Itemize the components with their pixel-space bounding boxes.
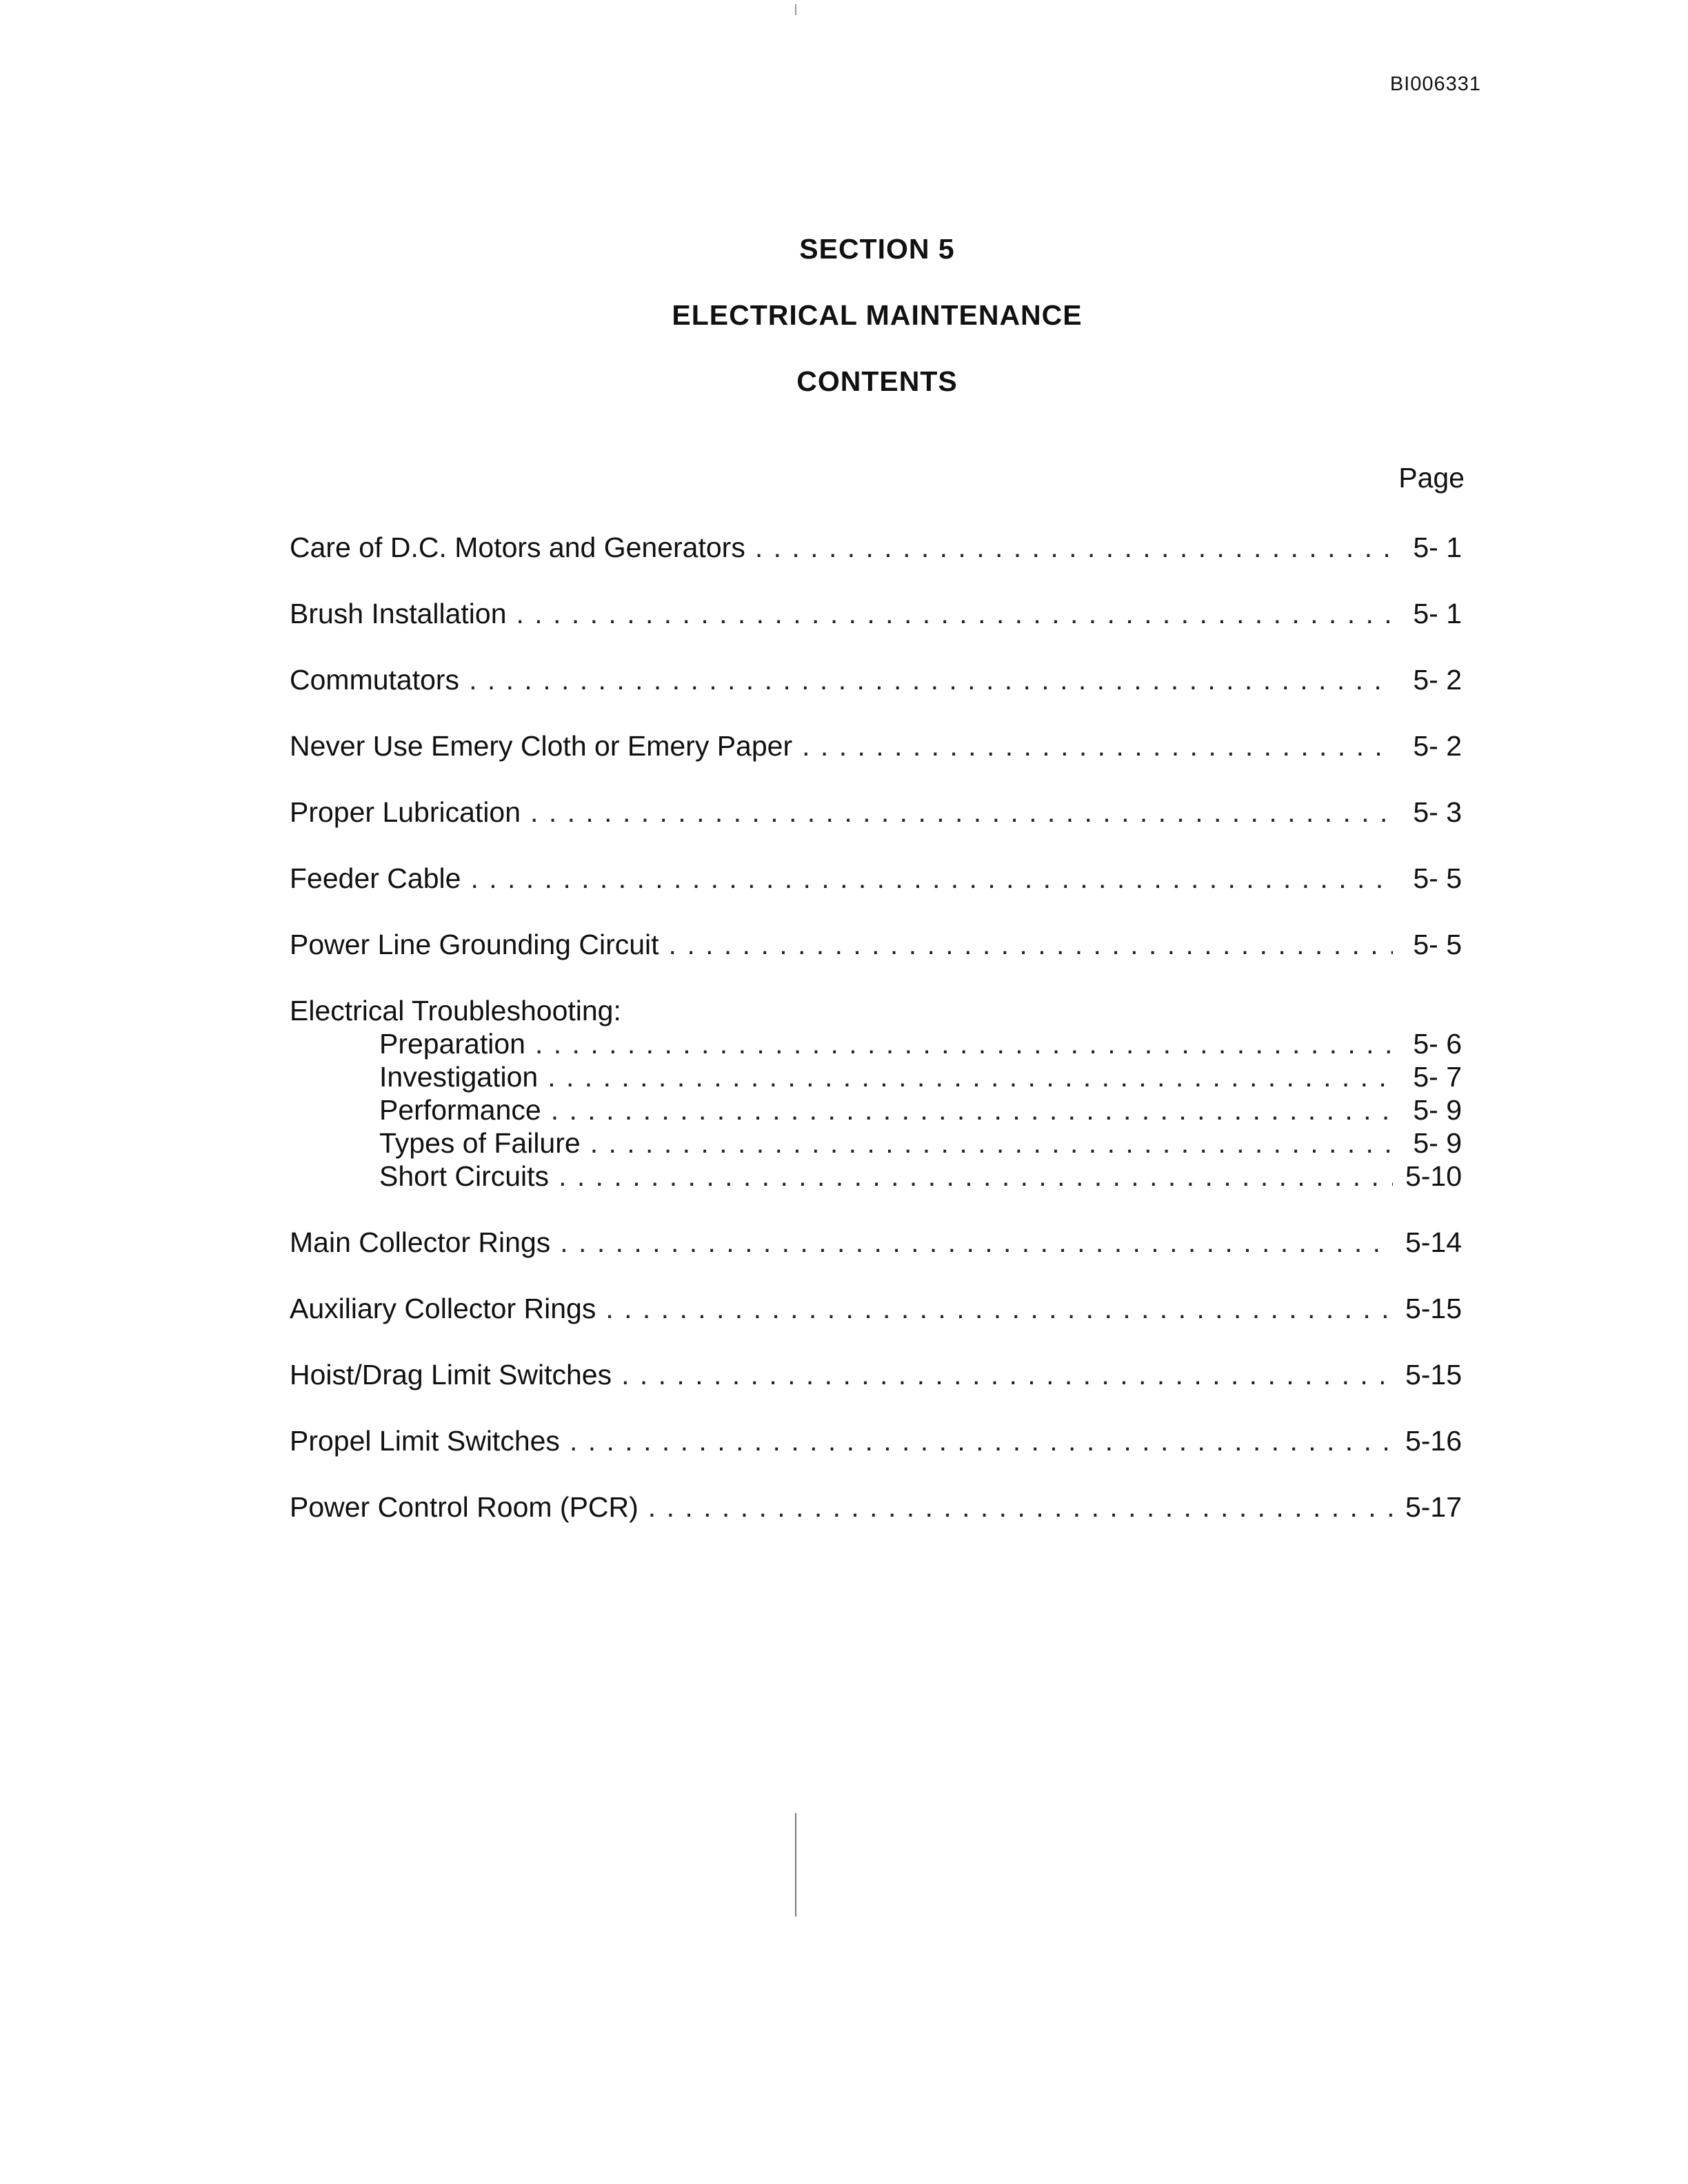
toc-entry-page: 5- 5 — [1413, 862, 1462, 894]
toc-entry[interactable] — [290, 862, 1462, 895]
dot-leader — [547, 1060, 1393, 1093]
contents-heading: CONTENTS — [796, 365, 958, 397]
toc-entry[interactable] — [290, 1292, 1462, 1325]
toc-entry-page: 5- 2 — [1413, 664, 1462, 696]
dot-leader — [559, 1160, 1393, 1193]
dot-leader — [535, 1027, 1393, 1060]
toc-entry[interactable] — [290, 1424, 1462, 1457]
toc-entry-page: 5- 6 — [1413, 1028, 1462, 1060]
toc-entry-page: 5-17 — [1405, 1491, 1462, 1523]
dot-leader — [530, 796, 1393, 829]
toc-entry-page: 5-14 — [1405, 1226, 1462, 1258]
dot-leader — [516, 597, 1393, 630]
toc-subentry[interactable] — [290, 1027, 1462, 1060]
dot-leader — [621, 1358, 1393, 1391]
toc-entry-page: 5- 1 — [1413, 532, 1462, 563]
toc-subentry[interactable] — [290, 1160, 1462, 1193]
toc-entry-title: Short Circuits — [379, 1160, 550, 1192]
toc-entry-title: Performance — [379, 1094, 541, 1126]
dot-leader — [560, 1226, 1393, 1259]
dot-leader — [590, 1126, 1393, 1160]
toc-entry-title: Brush Installation — [290, 598, 507, 629]
toc-entry-title: Power Control Room (PCR) — [290, 1491, 639, 1523]
dot-leader — [469, 663, 1393, 696]
toc-entry[interactable] — [290, 1490, 1462, 1524]
toc-subentry[interactable] — [290, 1060, 1462, 1093]
toc-entry-title: Feeder Cable — [290, 862, 461, 894]
toc-subentry[interactable] — [290, 1126, 1462, 1160]
toc-entry-page: 5- 3 — [1413, 796, 1462, 828]
toc-entry-page: 5-16 — [1405, 1425, 1462, 1457]
table-of-contents — [290, 531, 1462, 1524]
toc-entry-title: Commutators — [290, 664, 460, 696]
toc-entry-page: 5- 9 — [1413, 1127, 1462, 1159]
toc-entry[interactable] — [290, 597, 1462, 630]
toc-entry-title: Auxiliary Collector Rings — [290, 1293, 596, 1324]
document-id: BI006331 — [1389, 73, 1481, 95]
scan-mark-bottom — [795, 1813, 796, 1917]
toc-entry-title: Preparation — [379, 1028, 525, 1060]
toc-entry-title: Power Line Grounding Circuit — [290, 929, 659, 960]
toc-entry-page: 5- 7 — [1413, 1061, 1462, 1093]
toc-group-label: Electrical Troubleshooting: — [290, 995, 621, 1027]
toc-entry-title: Care of D.C. Motors and Generators — [290, 532, 745, 563]
toc-entry-page: 5-15 — [1405, 1359, 1462, 1391]
toc-entry[interactable] — [290, 663, 1462, 696]
dot-leader — [802, 729, 1393, 762]
dot-leader — [755, 531, 1393, 564]
toc-entry-title: Types of Failure — [379, 1127, 581, 1159]
page-column-label: Page — [1398, 462, 1465, 494]
dot-leader — [648, 1490, 1393, 1524]
toc-entry[interactable] — [290, 928, 1462, 961]
toc-entry[interactable] — [290, 1358, 1462, 1391]
toc-subentry[interactable] — [290, 1093, 1462, 1126]
toc-entry-title: Propel Limit Switches — [290, 1425, 560, 1457]
toc-entry-title: Hoist/Drag Limit Switches — [290, 1359, 612, 1391]
toc-entry-title: Proper Lubrication — [290, 796, 521, 828]
toc-entry-title: Never Use Emery Cloth or Emery Paper — [290, 730, 793, 762]
toc-entry-page: 5- 1 — [1413, 598, 1462, 629]
toc-entry-title: Main Collector Rings — [290, 1226, 551, 1258]
toc-subentries — [290, 1027, 1462, 1193]
dot-leader — [605, 1292, 1393, 1325]
toc-entry-page: 5- 2 — [1413, 730, 1462, 762]
toc-entry-page: 5-15 — [1405, 1293, 1462, 1324]
toc-entry[interactable] — [290, 796, 1462, 829]
toc-entry[interactable] — [290, 531, 1462, 564]
scan-mark-top — [795, 4, 796, 15]
toc-entry[interactable] — [290, 1226, 1462, 1259]
dot-leader — [551, 1093, 1393, 1126]
section-title: ELECTRICAL MAINTENANCE — [672, 299, 1083, 331]
dot-leader — [470, 862, 1393, 895]
dot-leader — [570, 1424, 1393, 1457]
toc-entry-page: 5- 5 — [1413, 929, 1462, 960]
toc-entry-page: 5-10 — [1405, 1160, 1462, 1192]
toc-entry[interactable] — [290, 729, 1462, 762]
dot-leader — [669, 928, 1393, 961]
section-heading: SECTION 5 — [799, 233, 955, 265]
toc-entry-page: 5- 9 — [1413, 1094, 1462, 1126]
toc-entry-title: Investigation — [379, 1061, 539, 1093]
